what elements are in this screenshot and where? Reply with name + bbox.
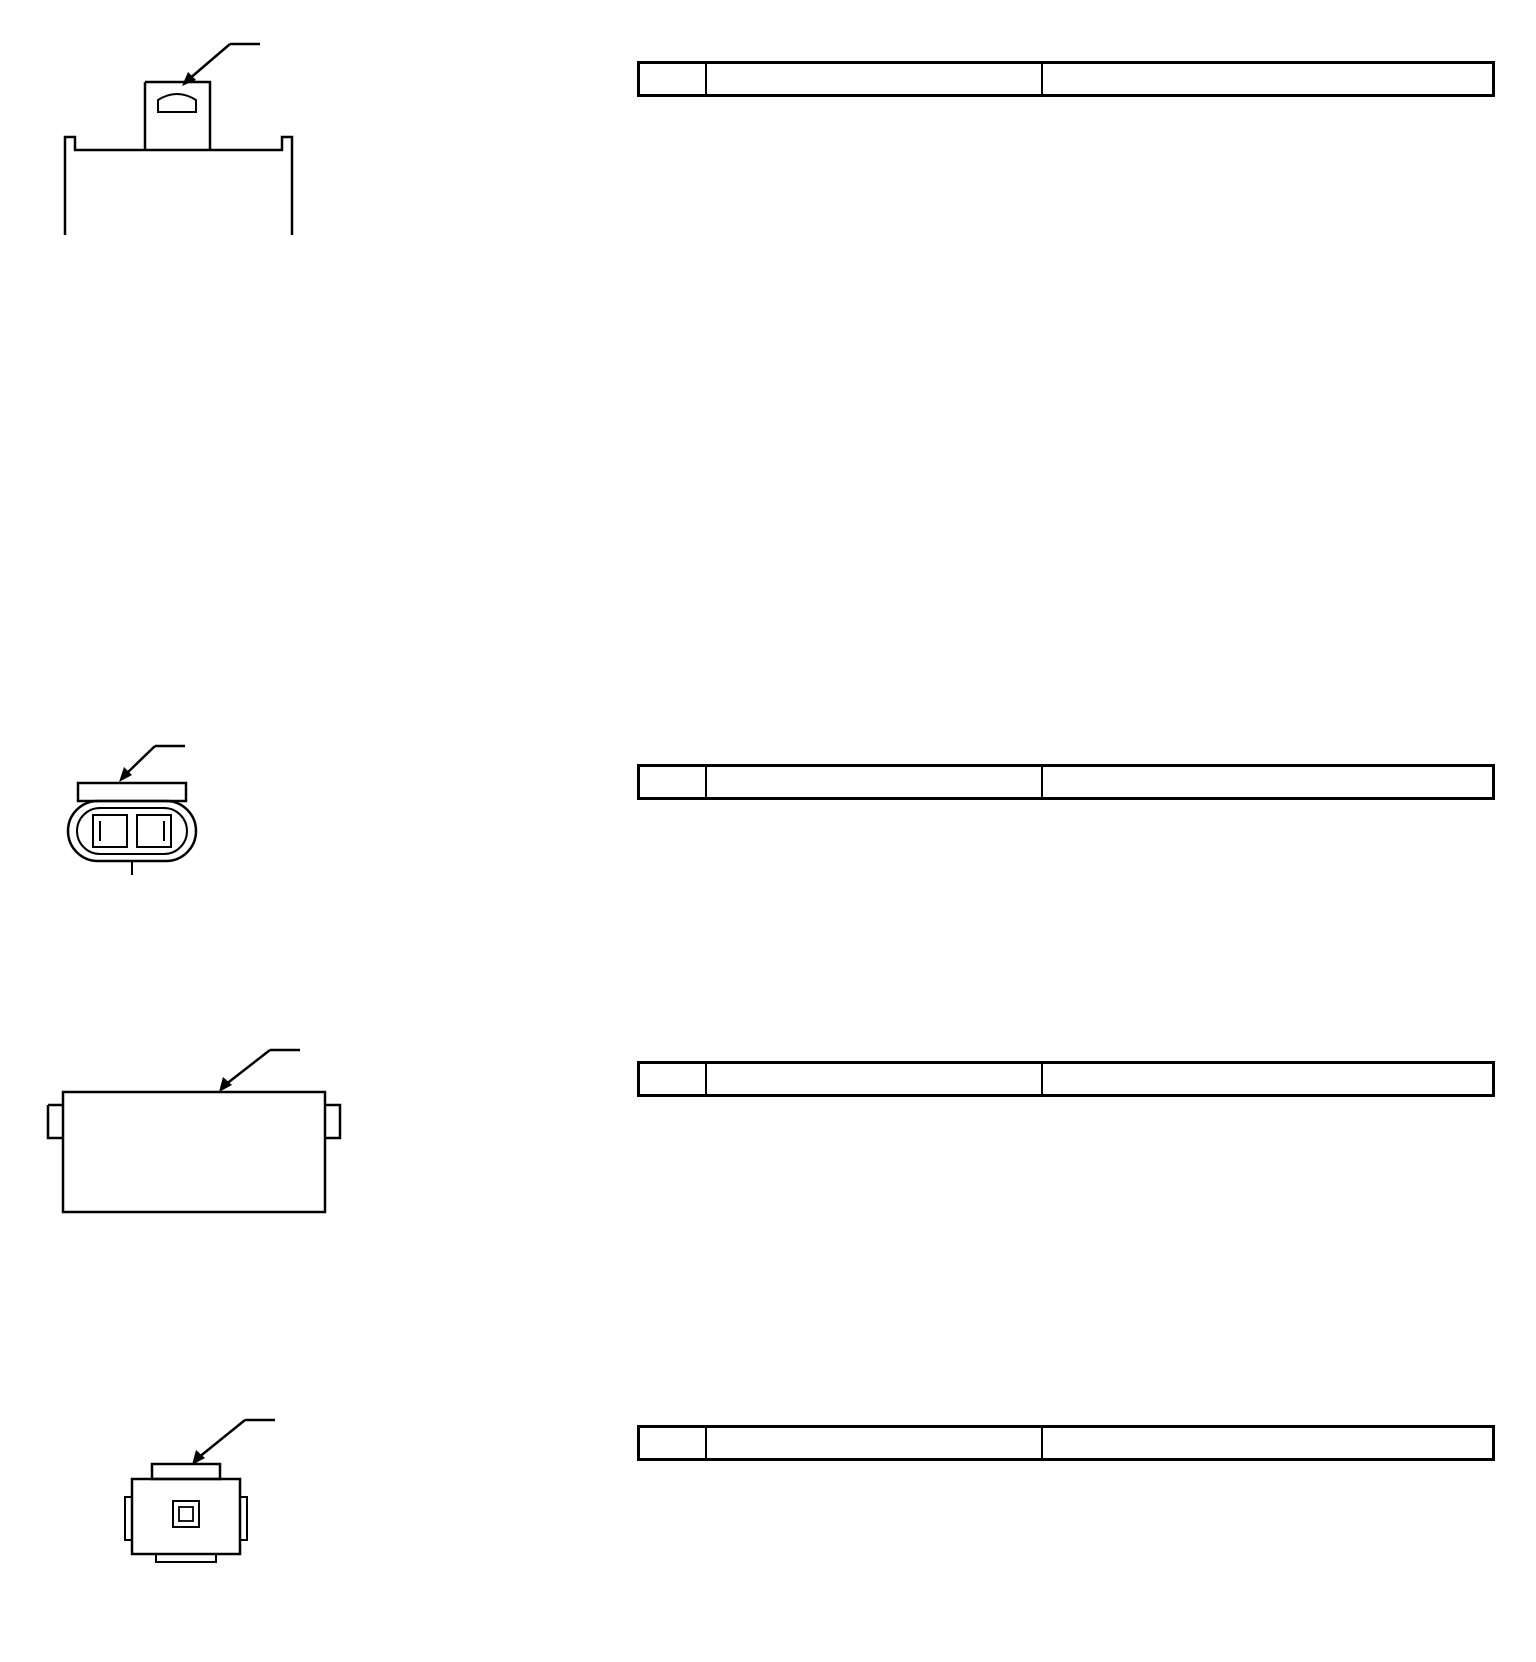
brake-lamp-connector-drawing (20, 1030, 340, 1200)
bcm-c4-connector-diagram (20, 30, 320, 230)
brake-fluid-table-block (637, 742, 1492, 800)
table-title (637, 1403, 1492, 1425)
btsi-connector-diagram (80, 1400, 320, 1550)
brake-fluid-connector-diagram (20, 725, 280, 885)
header-function (1042, 1427, 1494, 1460)
header-circuit (706, 1427, 1042, 1460)
brake-fluid-connector-drawing (20, 725, 280, 885)
connector-pinout-table (637, 1061, 1495, 1097)
btsi-table-block (637, 1403, 1492, 1461)
bcm-c4-table-block (637, 39, 1492, 97)
table-title (637, 742, 1492, 764)
brake-lamp-table-block (637, 1039, 1492, 1097)
header-cav (639, 766, 706, 799)
header-circuit (706, 1063, 1042, 1096)
header-circuit (706, 766, 1042, 799)
table-title (637, 1039, 1492, 1061)
connector-pinout-table (637, 61, 1495, 97)
connector-pinout-table (637, 764, 1495, 800)
table-title (637, 39, 1492, 61)
brake-lamp-connector-diagram (20, 1030, 340, 1200)
header-function (1042, 1063, 1494, 1096)
header-cav (639, 1427, 706, 1460)
header-cav (639, 63, 706, 96)
header-circuit (706, 63, 1042, 96)
header-function (1042, 766, 1494, 799)
btsi-connector-drawing (80, 1400, 320, 1550)
header-cav (639, 1063, 706, 1096)
header-function (1042, 63, 1494, 96)
bcm-c4-connector-drawing (20, 30, 320, 230)
connector-pinout-table (637, 1425, 1495, 1461)
